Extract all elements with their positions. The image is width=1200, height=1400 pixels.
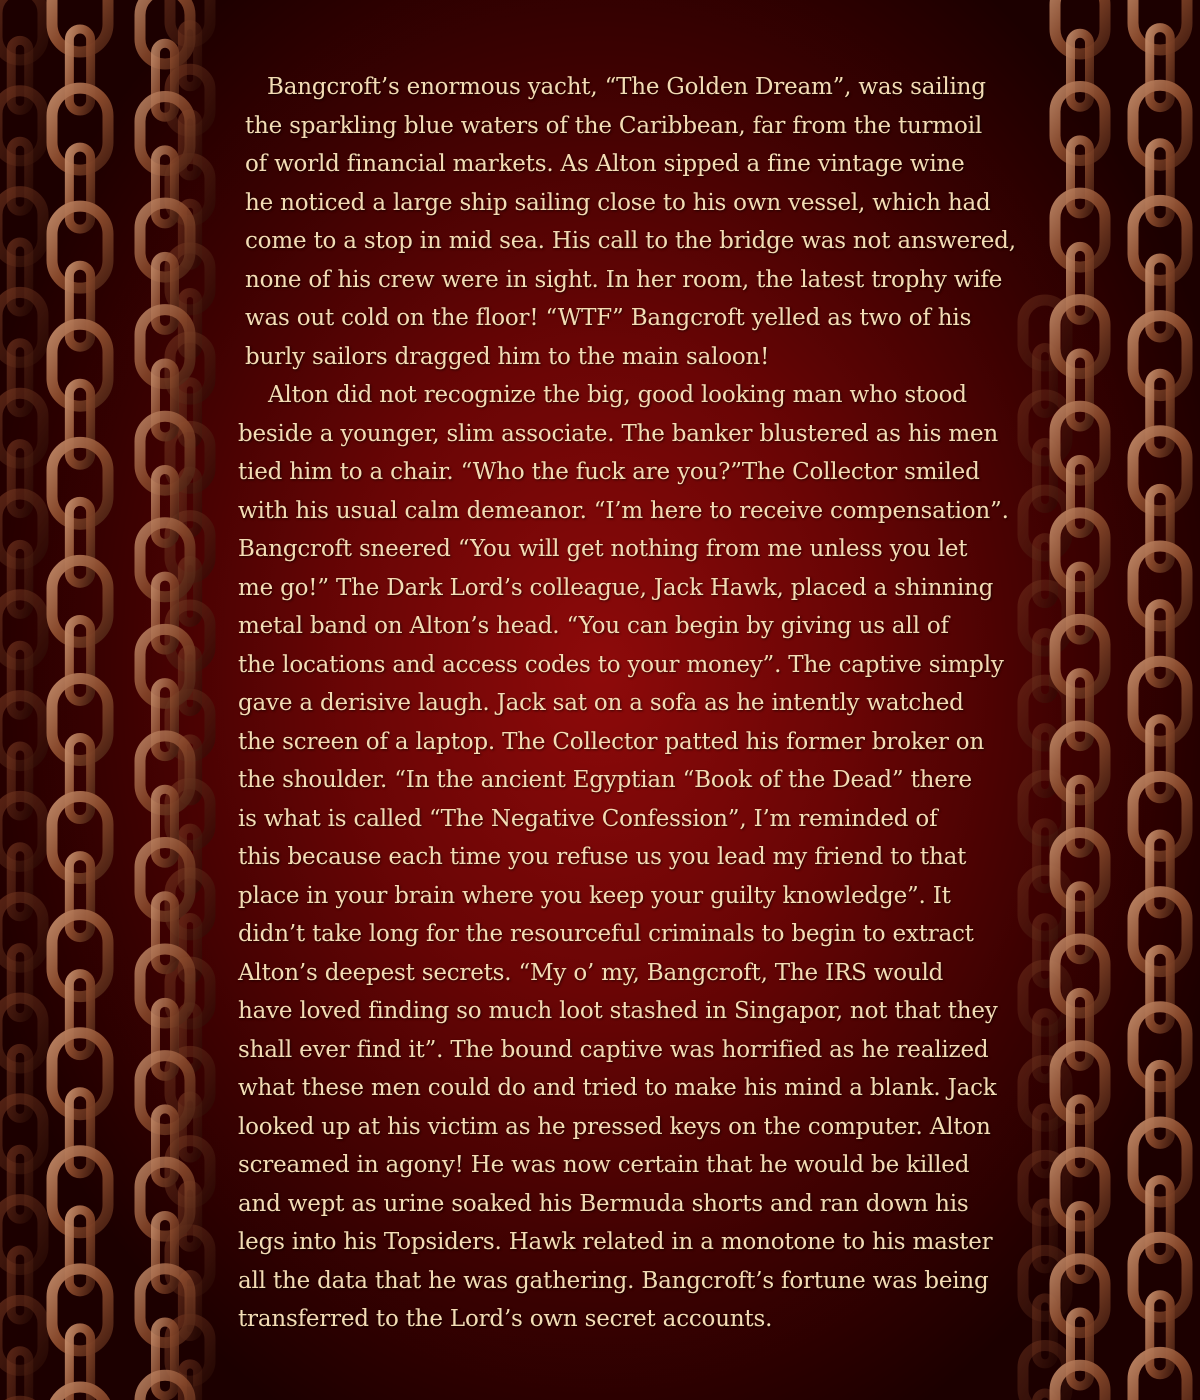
story-line: metal band on Alton’s head. “You can begin by giving us all of xyxy=(238,613,949,639)
story-line: Bangcroft sneered “You will get nothing from me unless you let xyxy=(238,536,968,562)
story-line: looked up at his victim as he pressed keys on the computer. Alton xyxy=(238,1113,991,1140)
story-line: come to a stop in mid sea. His call to the bridge was not answered, xyxy=(245,228,1016,254)
story-line: the sparkling blue waters of the Caribbean, far from the turmoil xyxy=(245,112,983,139)
story-line: beside a younger, slim associate. The banker blustered as his men xyxy=(238,420,998,447)
story-line: didn’t take long for the resourceful criminals to begin to extract xyxy=(238,921,974,947)
story-line: burly sailors dragged him to the main saloon! xyxy=(245,343,770,370)
story-line: what these men could do and tried to make his mind a blank. Jack xyxy=(238,1075,997,1101)
story-line: have loved finding so much loot stashed in Singapor, not that they xyxy=(238,998,998,1024)
story-line: Alton’s deepest secrets. “My o’ my, Bangcroft, The IRS would xyxy=(238,959,944,986)
story-line: was out cold on the floor! “WTF” Bangcroft yelled as two of his xyxy=(245,305,972,331)
story-line: he noticed a large ship sailing close to his own vessel, which had xyxy=(245,189,991,216)
story-line: legs into his Topsiders. Hawk related in a monotone to his master xyxy=(238,1229,993,1255)
story-line: me go!” The Dark Lord’s colleague, Jack Hawk, placed a shinning xyxy=(238,574,994,601)
story-line: the locations and access codes to your money”. The captive simply xyxy=(238,651,1004,678)
story-line: screamed in agony! He was now certain that he would be killed xyxy=(238,1152,970,1178)
story-line: is what is called “The Negative Confession”, I’m reminded of xyxy=(238,805,938,832)
story-line: all the data that he was gathering. Bangcroft’s fortune was being xyxy=(238,1267,989,1294)
story-line: of world financial markets. As Alton sipped a fine vintage wine xyxy=(245,151,965,177)
story-line: this because each time you refuse us you lead my friend to that xyxy=(238,844,967,870)
story-line: and wept as urine soaked his Bermuda shorts and ran down his xyxy=(238,1190,969,1217)
story-line: none of his crew were in sight. In her room, the latest trophy wife xyxy=(245,266,1003,293)
story-line: transferred to the Lord’s own secret accounts. xyxy=(238,1306,773,1332)
story-line: with his usual calm demeanor. “I’m here to receive compensation”. xyxy=(238,497,1009,524)
story-line: Alton did not recognize the big, good looking man who stood xyxy=(268,382,967,408)
story-line: place in your brain where you keep your guilty knowledge”. It xyxy=(238,882,951,909)
story-line: shall ever find it”. The bound captive was horrified as he realized xyxy=(238,1036,989,1063)
story-line: tied him to a chair. “Who the fuck are you?”The Collector smiled xyxy=(238,459,980,485)
story-line: gave a derisive laugh. Jack sat on a sofa as he intently watched xyxy=(238,690,964,716)
story-line: Bangcroft’s enormous yacht, “The Golden Dream”, was sailing xyxy=(267,74,986,100)
story-line: the screen of a laptop. The Collector patted his former broker on xyxy=(238,728,985,755)
story-line: the shoulder. “In the ancient Egyptian “Book of the Dead” there xyxy=(238,767,972,793)
